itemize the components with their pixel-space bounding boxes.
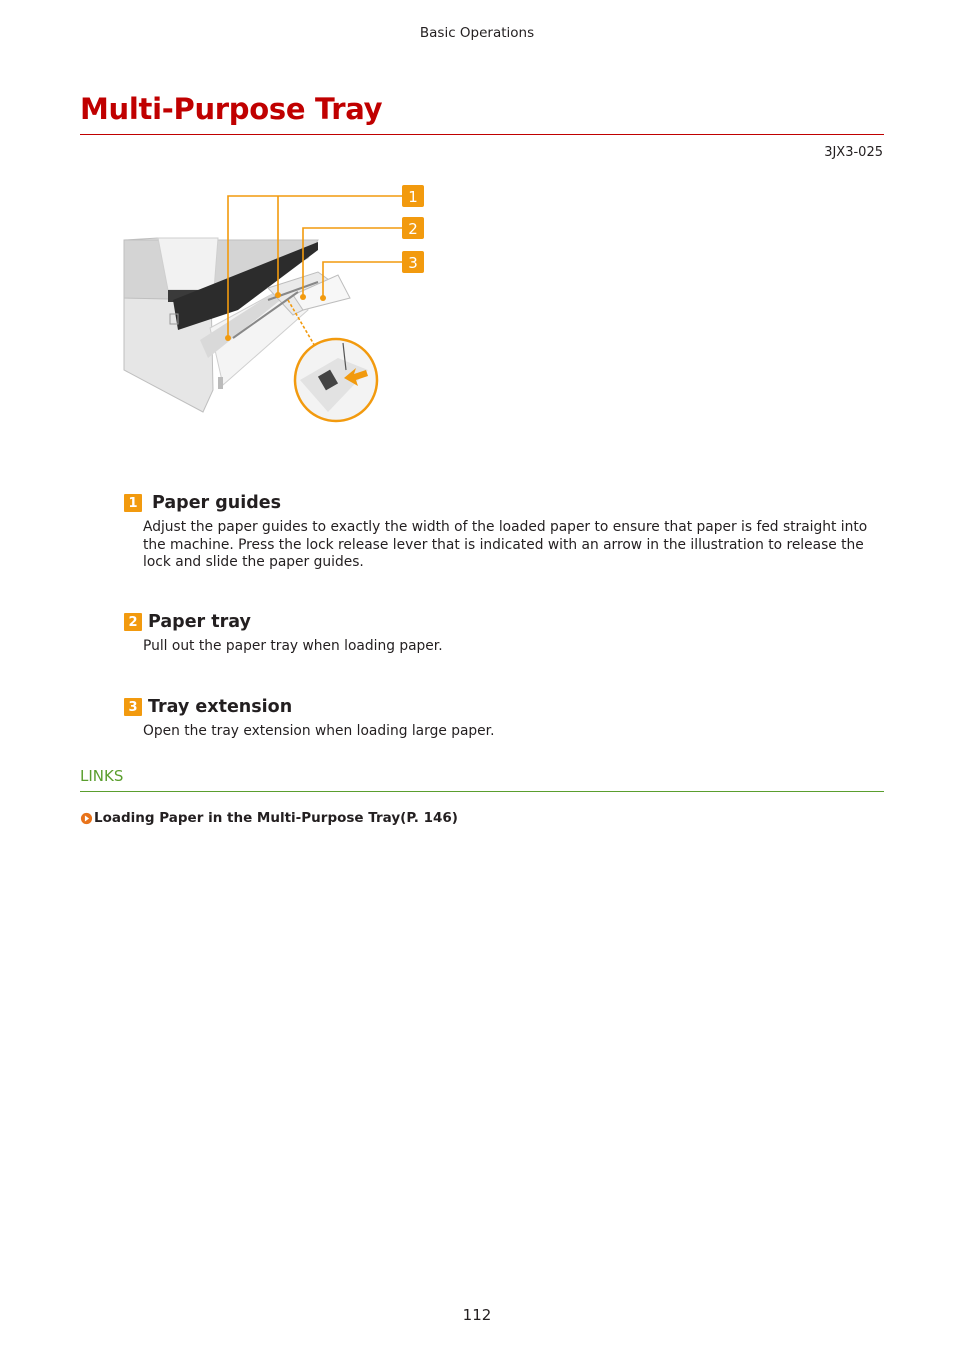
running-header: Basic Operations: [419, 25, 535, 41]
link-loading-paper[interactable]: [80, 810, 458, 826]
title-divider: [80, 134, 884, 135]
number-badge: 3: [124, 698, 142, 716]
item-description: Open the tray extension when loading large paper.: [143, 723, 495, 739]
item-paper-tray: [124, 612, 884, 656]
page-number: 112: [462, 1306, 492, 1324]
page-title: Multi-Purpose Tray: [80, 92, 383, 126]
item-tray-extension: [124, 697, 884, 741]
item-title: Paper guides: [152, 493, 282, 513]
number-badge: 2: [124, 613, 142, 631]
multi-purpose-tray-illustration: [118, 180, 438, 430]
links-divider: [80, 791, 884, 792]
item-description: Adjust the paper guides to exactly the width of the loaded paper to ensure that paper is fed straight into the machine. Press the lock release lever that is indicated with an arrow in the illustration to release the lock and slide the paper guides.: [143, 519, 868, 570]
printer-illustration: [118, 180, 438, 430]
item-title: Tray extension: [148, 697, 293, 717]
item-description: Pull out the paper tray when loading paper.: [143, 638, 443, 654]
callout-1: 1: [408, 188, 418, 206]
callout-badges: [402, 185, 424, 273]
document-id: 3JX3-025: [824, 145, 883, 160]
arrow-circle-icon: [80, 812, 93, 825]
link-text[interactable]: Loading Paper in the Multi-Purpose Tray(P. 146): [94, 810, 458, 826]
number-badge: 1: [124, 494, 142, 512]
callout-3: 3: [408, 254, 418, 272]
callout-2: 2: [408, 220, 418, 238]
item-paper-guides: [124, 493, 884, 572]
links-heading: LINKS: [80, 767, 124, 785]
item-title: Paper tray: [148, 612, 251, 632]
